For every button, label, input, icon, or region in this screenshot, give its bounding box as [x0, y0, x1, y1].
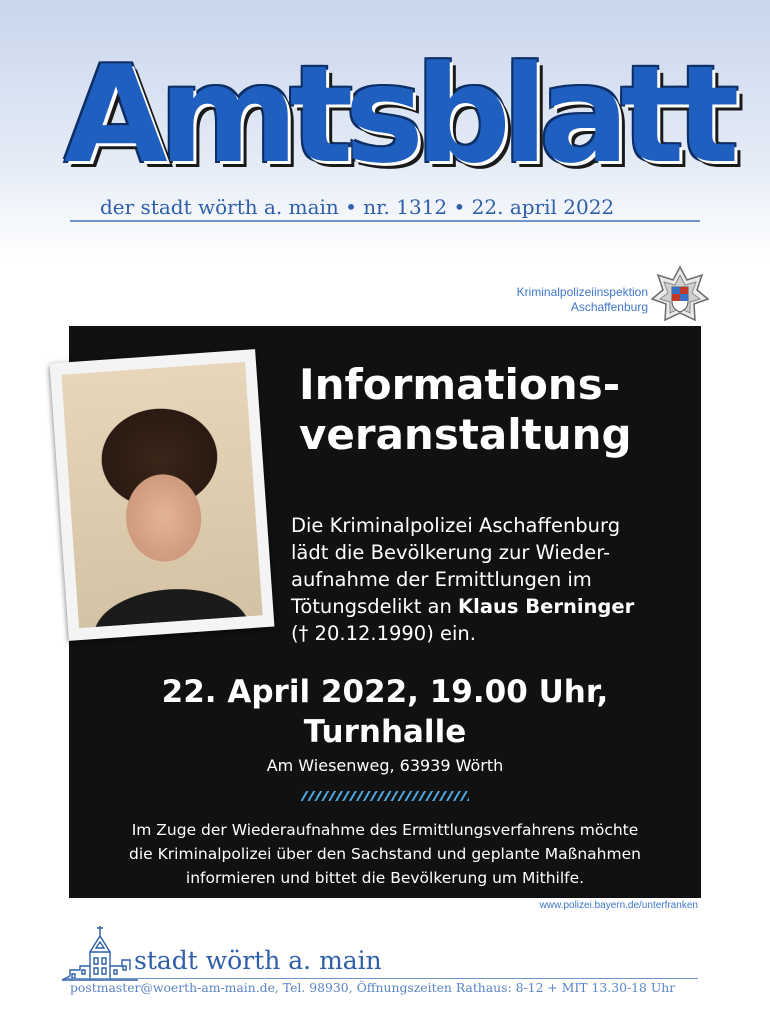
poster-body-line: aufnahme der Ermittlungen im	[291, 568, 592, 591]
masthead-divider	[70, 220, 700, 222]
masthead-subtitle: der stadt wörth a. main • nr. 1312 • 22. april 2022	[100, 195, 615, 219]
footer-contact-info: postmaster@woerth-am-main.de, Tel. 98930, Öffnungszeiten Rathaus: 8-12 + MIT 13.30-18 Uhr	[70, 980, 676, 995]
poster-footer	[69, 818, 701, 890]
poster-body	[291, 512, 701, 647]
footer-divider	[66, 978, 698, 979]
poster-body-line-victim	[291, 593, 701, 620]
poster-title-line2: veranstaltung	[299, 410, 632, 459]
masthead-title: Amtsblatt	[64, 37, 731, 193]
police-website-link[interactable]: www.polizei.bayern.de/unterfranken	[539, 900, 698, 911]
poster-footer-line: informieren und bittet die Bevölkerung um Mithilfe.	[185, 869, 585, 887]
poster-body-prefix: Tötungsdelikt an	[291, 595, 459, 618]
poster-body-line: Die Kriminalpolizei Aschaffenburg	[291, 514, 621, 537]
victim-portrait-photo	[61, 362, 262, 628]
footer-town-name: stadt wörth a. main	[134, 946, 382, 975]
police-logo-text	[517, 285, 648, 315]
photo-frame	[50, 349, 275, 641]
poster-footer-line: die Kriminalpolizei über den Sachstand und geplante Maßnahmen	[129, 845, 641, 863]
event-date: 22. April 2022, 19.00 Uhr,	[161, 674, 609, 710]
poster-title	[299, 360, 699, 460]
event-poster	[69, 326, 701, 898]
poster-body-line: lädt die Bevölkerung zur Wieder-	[291, 541, 611, 564]
victim-name: Klaus Berninger	[458, 595, 635, 618]
police-logo-line2: Aschaffenburg	[570, 300, 648, 314]
police-logo	[410, 265, 710, 327]
event-venue: Turnhalle	[303, 714, 467, 750]
event-address: Am Wiesenweg, 63939 Wörth	[266, 756, 504, 775]
poster-footer-line: Im Zuge der Wiederaufnahme des Ermittlungsverfahrens möchte	[131, 821, 639, 839]
poster-title-line1: Informations-	[299, 360, 621, 409]
masthead	[0, 0, 770, 240]
police-logo-line1: Kriminalpolizeiinspektion	[516, 285, 648, 299]
photo-shirt	[75, 555, 263, 628]
police-star-badge-icon	[650, 265, 710, 327]
poster-body-line: († 20.12.1990) ein.	[291, 622, 476, 645]
decorative-hatch-divider	[301, 791, 469, 801]
